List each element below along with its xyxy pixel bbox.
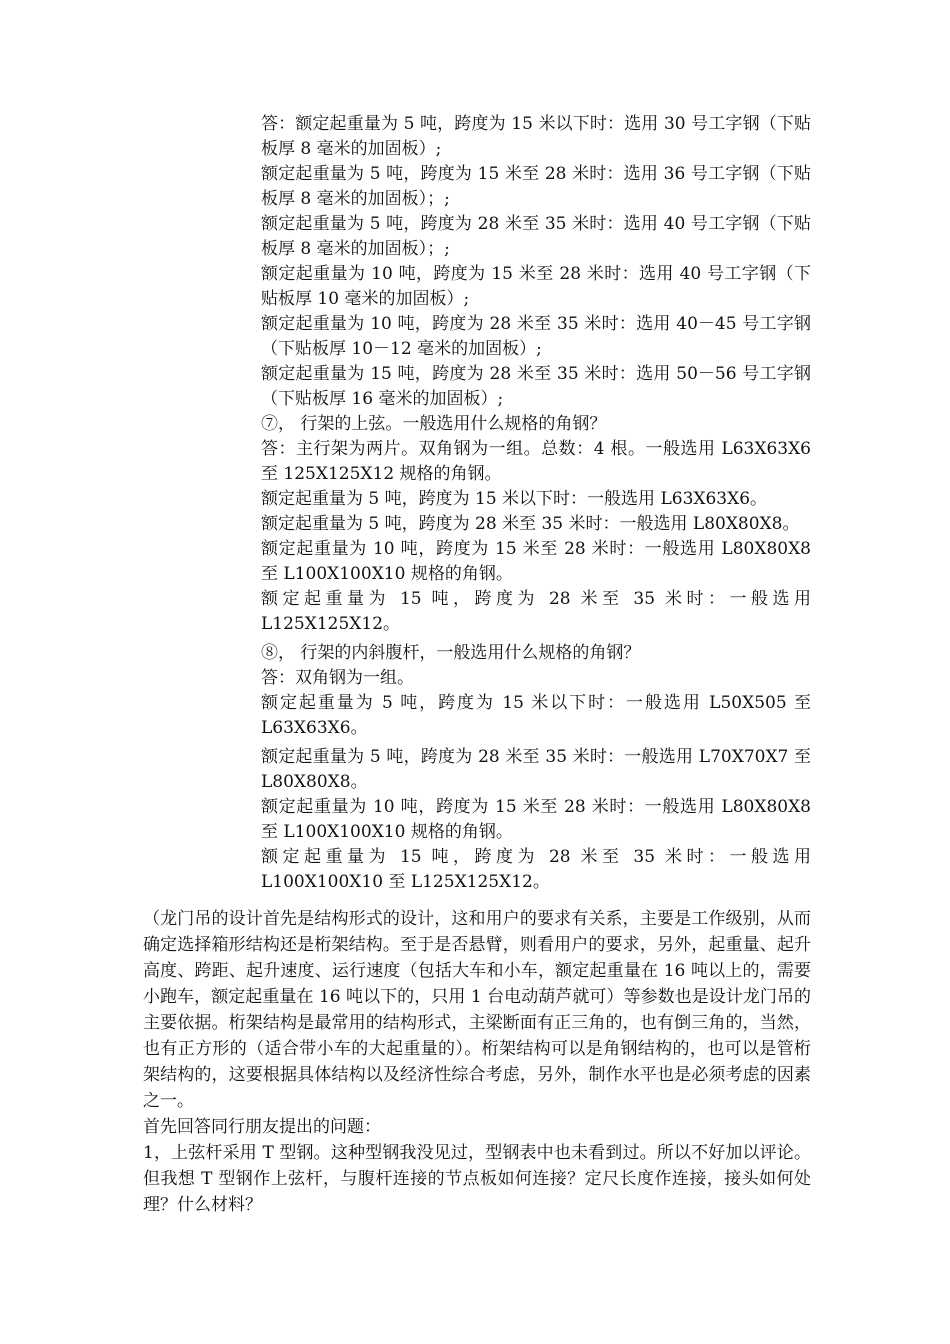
note-paragraph: 1，上弦杆采用 T 型钢。这种型钢我没见过，型钢表中也未看到过。所以不好加以评论。但我想 T 型钢作上弦杆，与腹杆连接的节点板如何连接？定尺长度作连接，接头如何处理？什么材料？ [143,1143,811,1215]
answer-line: 额定起重量为 10 吨，跨度为 15 米至 28 米时：一般选用 L80X80X8 至 L100X100X10 规格的角钢。 [261,797,811,842]
notes-section [143,906,811,1218]
answer-line: 额定起重量为 15 吨，跨度为 28 米至 35 米时：选用 50－56 号工字钢（下贴板厚 16 毫米的加固板）; [261,364,811,409]
answer-section [261,112,811,895]
answer-line: 额定起重量为 10 吨，跨度为 28 米至 35 米时：选用 40－45 号工字钢（下贴板厚 10－12 毫米的加固板）; [261,314,811,359]
note-paragraph: （龙门吊的设计首先是结构形式的设计，这和用户的要求有关系，主要是工作级别，从而确定选择箱形结构还是桁架结构。至于是否悬臂，则看用户的要求，另外，起重量、起升高度、跨距、起升速度、运行速度（包括大车和小车，额定起重量在 16 吨以上的，需要小跑车，额定起重量在 16 吨以下的，只用 1 台电动葫芦就可）等参数也是设计龙门吊的主要依据。桁架结构是最常用的结构形式，主梁断面有正三角的，也有倒三角的，当然，也有正方形的（适合带小车的大起重量的）。桁架结构可以是角钢结构的，也可以是管桁架结构的，这要根据具体结构以及经济性综合考虑，另外，制作水平也是必须考虑的因素之一。 [143,909,811,1111]
answer-line: 答：额定起重量为 5 吨，跨度为 15 米以下时：选用 30 号工字钢（下贴板厚 8 毫米的加固板）; [261,114,811,159]
answer-line: 额定起重量为 5 吨，跨度为 15 米以下时：一般选用 L63X63X6。 [261,489,768,509]
answer-line: 额定起重量为 5 吨，跨度为 28 米至 35 米时：选用 40 号工字钢（下贴板厚 8 毫米的加固板）；; [261,214,811,259]
answer-line: 额定起重量为 15 吨，跨度为 28 米至 35 米时：一般选用 L100X100X10 至 L125X125X12。 [261,847,811,892]
answer-line: 额定起重量为 15 吨，跨度为 28 米至 35 米时：一般选用 L125X125X12。 [261,589,811,634]
answer-line: 额定起重量为 5 吨，跨度为 28 米至 35 米时：一般选用 L80X80X8。 [261,514,800,534]
answer-line: 额定起重量为 5 吨，跨度为 15 米以下时：一般选用 L50X505 至 L63X63X6。 [261,693,811,738]
answer-line: 额定起重量为 10 吨，跨度为 15 米至 28 米时：选用 40 号工字钢（下贴板厚 10 毫米的加固板）; [261,264,811,309]
question-heading: ⑧， 行架的内斜腹杆，一般选用什么规格的角钢？ [261,643,641,663]
answer-line: 额定起重量为 5 吨，跨度为 15 米至 28 米时：选用 36 号工字钢（下贴板厚 8 毫米的加固板）；; [261,164,811,209]
answer-line: 额定起重量为 5 吨，跨度为 28 米至 35 米时：一般选用 L70X70X7 至 L80X80X8。 [261,747,811,792]
question-heading: ⑦， 行架的上弦。一般选用什么规格的角钢？ [261,414,607,434]
answer-line: 额定起重量为 10 吨，跨度为 15 米至 28 米时：一般选用 L80X80X8 至 L100X100X10 规格的角钢。 [261,539,811,584]
answer-line: 答：双角钢为一组。 [261,668,414,688]
answer-line: 答：主行架为两片。双角钢为一组。总数：4 根。一般选用 L63X63X6 至 125X125X12 规格的角钢。 [261,439,811,484]
note-paragraph: 首先回答同行朋友提出的问题： [143,1117,381,1137]
